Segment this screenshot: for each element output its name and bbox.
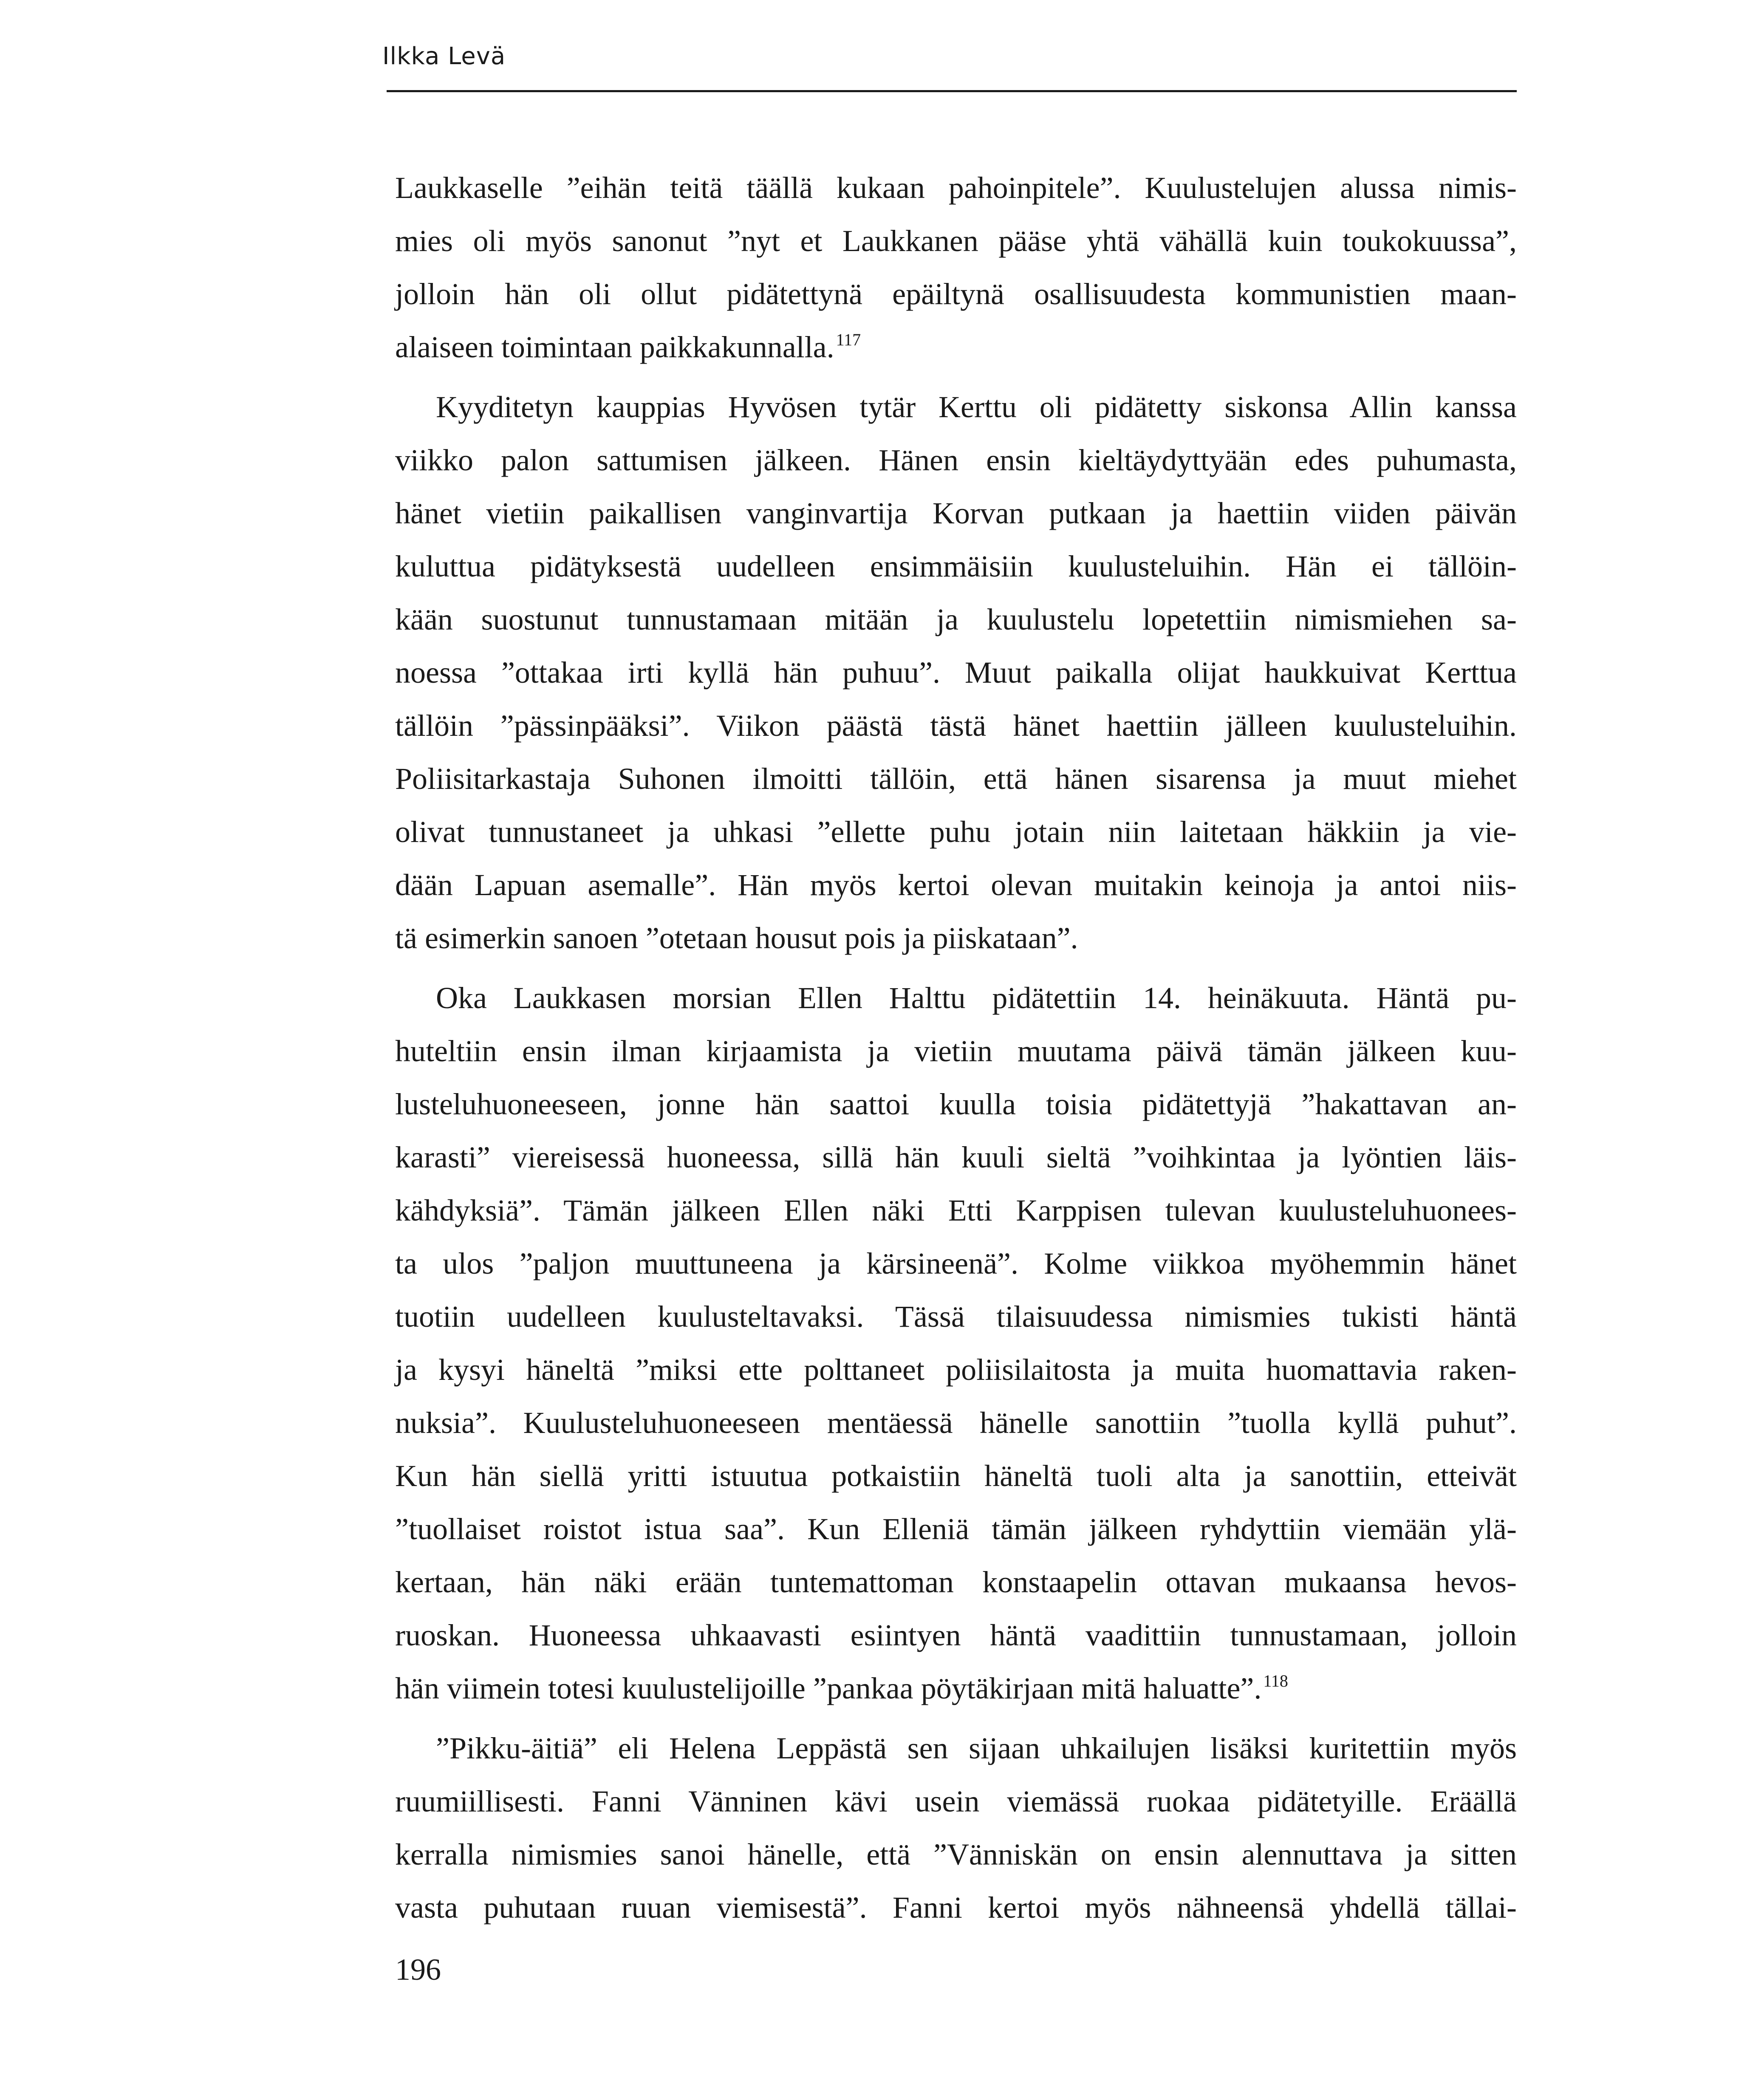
text-line xyxy=(395,972,1517,1025)
text-line-content: Kyyditetyn kauppias Hyvösen tytär Kerttu oli pidätetty siskonsa Allin kanssa xyxy=(436,390,1517,424)
text-line-content: ta ulos ”paljon muuttuneena ja kärsineenä”. Kolme viikkoa myöhemmin hänet xyxy=(395,1246,1517,1280)
text-line xyxy=(395,1396,1517,1450)
text-line-content: vasta puhutaan ruuan viemisestä”. Fanni kertoi myös nähneensä yhdellä tällai- xyxy=(395,1891,1517,1925)
text-line-content: huteltiin ensin ilman kirjaamista ja vietiin muutama päivä tämän jälkeen kuu- xyxy=(395,1034,1517,1068)
text-line xyxy=(395,381,1517,434)
text-line xyxy=(395,161,1517,215)
paragraph xyxy=(395,161,1517,374)
body-text xyxy=(395,161,1517,1934)
text-line-content: tällöin ”pässinpääksi”. Viikon päästä tästä hänet haettiin jälleen kuulusteluihin. xyxy=(395,709,1517,743)
paragraph xyxy=(395,1722,1517,1934)
text-line-content: tä esimerkin sanoen ”otetaan housut pois ja piiskataan”. xyxy=(395,921,1078,955)
text-line-content: mies oli myös sanonut ”nyt et Laukkanen pääse yhtä vähällä kuin toukokuussa”, xyxy=(395,224,1517,258)
text-line xyxy=(395,1722,1517,1775)
text-line xyxy=(395,487,1517,540)
text-line-content: hänet vietiin paikallisen vanginvartija Korvan putkaan ja haettiin viiden päivän xyxy=(395,496,1517,530)
text-line xyxy=(395,434,1517,487)
text-line xyxy=(395,912,1517,965)
paragraph xyxy=(395,972,1517,1715)
text-line-content: tuotiin uudelleen kuulusteltavaksi. Tässä tilaisuudessa nimismies tukisti häntä xyxy=(395,1300,1517,1334)
text-line xyxy=(395,1828,1517,1881)
text-line xyxy=(395,1609,1517,1662)
text-line xyxy=(395,646,1517,699)
text-line-content: Laukkaselle ”eihän teitä täällä kukaan pahoinpitele”. Kuulustelujen alussa nimis- xyxy=(395,171,1517,205)
text-line-content: noessa ”ottakaa irti kyllä hän puhuu”. Muut paikalla olijat haukkuivat Kerttua xyxy=(395,656,1517,690)
text-line xyxy=(395,859,1517,912)
text-line-content: jolloin hän oli ollut pidätettynä epäiltynä osallisuudesta kommunistien maan- xyxy=(395,277,1517,311)
text-line xyxy=(395,1450,1517,1503)
text-line xyxy=(395,1503,1517,1556)
text-line xyxy=(395,215,1517,268)
text-line xyxy=(395,268,1517,321)
text-line xyxy=(395,1775,1517,1828)
footnote-marker[interactable]: 117 xyxy=(836,330,861,349)
text-line xyxy=(395,1343,1517,1396)
page-number: 196 xyxy=(395,1953,441,1987)
text-line-content: viikko palon sattumisen jälkeen. Hänen ensin kieltäydyttyään edes puhumasta, xyxy=(395,443,1517,477)
text-line-content: kähdyksiä”. Tämän jälkeen Ellen näki Etti Karppisen tulevan kuulusteluhuonees- xyxy=(395,1193,1517,1227)
text-line-content: karasti” viereisessä huoneessa, sillä hän kuuli sieltä ”voihkintaa ja lyöntien läis- xyxy=(395,1140,1517,1174)
paragraph xyxy=(395,381,1517,965)
text-line-content: olivat tunnustaneet ja uhkasi ”ellette puhu jotain niin laitetaan häkkiin ja vie- xyxy=(395,815,1517,849)
header-rule xyxy=(387,90,1517,92)
text-line-content: Poliisitarkastaja Suhonen ilmoitti tällöin, että hänen sisarensa ja muut miehet xyxy=(395,762,1517,796)
text-line-content: kuluttua pidätyksestä uudelleen ensimmäisiin kuulusteluihin. Hän ei tällöin- xyxy=(395,549,1517,583)
text-line-content: lusteluhuoneeseen, jonne hän saattoi kuulla toisia pidätettyjä ”hakattavan an- xyxy=(395,1087,1517,1121)
text-line-content: kään suostunut tunnustamaan mitään ja kuulustelu lopetettiin nimismiehen sa- xyxy=(395,602,1517,636)
text-line-content: ruoskan. Huoneessa uhkaavasti esiintyen häntä vaadittiin tunnustamaan, jolloin xyxy=(395,1618,1517,1652)
text-line-content: Kun hän siellä yritti istuutua potkaistiin häneltä tuoli alta ja sanottiin, etteivät xyxy=(395,1459,1517,1493)
text-line-content: alaiseen toimintaan paikkakunnalla. xyxy=(395,330,834,364)
text-line xyxy=(395,752,1517,805)
text-line xyxy=(395,321,1517,374)
text-line-content: ”tuollaiset roistot istua saa”. Kun Elleniä tämän jälkeen ryhdyttiin viemään ylä- xyxy=(395,1512,1517,1546)
text-line-content: nuksia”. Kuulusteluhuoneeseen mentäessä hänelle sanottiin ”tuolla kyllä puhut”. xyxy=(395,1406,1517,1440)
text-line xyxy=(395,1237,1517,1290)
text-line xyxy=(395,805,1517,859)
text-line-content: dään Lapuan asemalle”. Hän myös kertoi olevan muitakin keinoja ja antoi niis- xyxy=(395,868,1517,902)
text-line xyxy=(395,540,1517,593)
text-line xyxy=(395,1662,1517,1715)
text-line xyxy=(395,1290,1517,1343)
text-line xyxy=(395,1881,1517,1934)
text-line-content: ruumiillisesti. Fanni Vänninen kävi usein viemässä ruokaa pidätetyille. Eräällä xyxy=(395,1784,1517,1818)
text-line-content: hän viimein totesi kuulustelijoille ”pankaa pöytäkirjaan mitä haluatte”. xyxy=(395,1671,1262,1705)
text-line-content: Oka Laukkasen morsian Ellen Halttu pidätettiin 14. heinäkuuta. Häntä pu- xyxy=(436,981,1517,1015)
text-line xyxy=(395,1131,1517,1184)
text-line xyxy=(395,699,1517,752)
text-line-content: ”Pikku-äitiä” eli Helena Leppästä sen sijaan uhkailujen lisäksi kuritettiin myös xyxy=(436,1731,1517,1765)
text-line-content: ja kysyi häneltä ”miksi ette polttaneet poliisilaitosta ja muita huomattavia raken- xyxy=(395,1353,1517,1387)
footnote-marker[interactable]: 118 xyxy=(1263,1671,1288,1690)
text-line-content: kerralla nimismies sanoi hänelle, että ”Vänniskän on ensin alennuttava ja sitten xyxy=(395,1837,1517,1871)
text-line xyxy=(395,1025,1517,1078)
text-line xyxy=(395,1184,1517,1237)
text-line xyxy=(395,1556,1517,1609)
text-line xyxy=(395,593,1517,646)
text-line xyxy=(395,1078,1517,1131)
text-line-content: kertaan, hän näki erään tuntemattoman konstaapelin ottavan mukaansa hevos- xyxy=(395,1565,1517,1599)
running-head-author: Ilkka Levä xyxy=(382,42,506,70)
